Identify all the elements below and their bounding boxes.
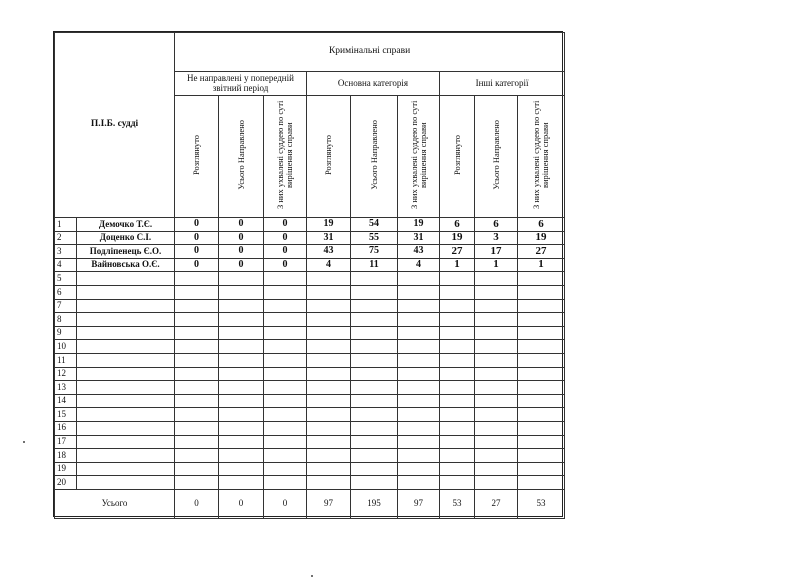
table-row [55,218,565,232]
value-cell: 17 [475,245,518,259]
value-cell [219,462,264,476]
value-cell [264,435,307,449]
value-cell [351,285,398,299]
table-row [55,435,565,449]
value-cell [475,408,518,422]
value-cell [175,367,219,381]
value-cell: 11 [351,258,398,272]
value-cell: 4 [398,258,440,272]
judge-name [77,353,175,367]
row-number: 6 [55,285,77,299]
value-cell: 27 [440,245,475,259]
value-cell [398,462,440,476]
value-cell [398,421,440,435]
value-cell [175,313,219,327]
column-header [440,96,475,218]
value-cell: 43 [307,245,351,259]
total-value: 195 [351,489,398,518]
value-cell [475,313,518,327]
value-cell [264,326,307,340]
table-row [55,231,565,245]
column-header [307,96,351,218]
judge-name [77,313,175,327]
table-row [55,313,565,327]
value-cell [219,449,264,463]
value-cell [398,449,440,463]
column-header [398,96,440,218]
column-header-label: Усього Направлено [490,120,501,191]
column-header-label: З них ухвалені суддею по суті вирішення справи [275,101,294,210]
judge-name [77,462,175,476]
total-value: 0 [264,489,307,518]
column-header [518,96,565,218]
value-cell [351,476,398,490]
value-cell [518,326,565,340]
row-number: 12 [55,367,77,381]
column-header [351,96,398,218]
value-cell [475,462,518,476]
value-cell [307,381,351,395]
value-cell [440,408,475,422]
row-number: 3 [55,245,77,259]
value-cell [518,435,565,449]
value-cell: 0 [219,245,264,259]
scan-speck [23,441,25,443]
row-number: 9 [55,326,77,340]
row-number: 5 [55,272,77,286]
value-cell [264,299,307,313]
value-cell: 6 [475,218,518,232]
value-cell [219,326,264,340]
value-cell [475,285,518,299]
value-cell: 0 [219,218,264,232]
table-row [55,462,565,476]
row-number: 19 [55,462,77,476]
value-cell [307,367,351,381]
value-cell: 0 [175,218,219,232]
row-number: 11 [55,353,77,367]
row-number: 2 [55,231,77,245]
value-cell [264,408,307,422]
value-cell [351,272,398,286]
value-cell: 6 [440,218,475,232]
value-cell [398,285,440,299]
value-cell [175,340,219,354]
value-cell [219,340,264,354]
value-cell [518,272,565,286]
value-cell [264,394,307,408]
value-cell [398,299,440,313]
value-cell [398,394,440,408]
table-row [55,272,565,286]
judge-name: Доценко С.І. [77,231,175,245]
value-cell [175,285,219,299]
value-cell: 19 [398,218,440,232]
value-cell [351,353,398,367]
value-cell [518,394,565,408]
row-number: 4 [55,258,77,272]
table-row [55,285,565,299]
value-cell [307,394,351,408]
column-header-label: З них ухвалені суддею по суті вирішення справи [531,101,551,210]
value-cell [351,367,398,381]
table-row [55,476,565,490]
value-cell [398,340,440,354]
total-row [55,489,565,518]
table-row [55,326,565,340]
total-value: 97 [307,489,351,518]
value-cell [398,367,440,381]
value-cell [475,340,518,354]
value-cell [518,299,565,313]
value-cell: 0 [264,231,307,245]
value-cell [264,421,307,435]
value-cell [307,272,351,286]
column-header [175,96,219,218]
value-cell [351,435,398,449]
judge-name [77,421,175,435]
value-cell [219,394,264,408]
value-cell: 0 [175,231,219,245]
value-cell [518,381,565,395]
table-row [55,299,565,313]
value-cell [307,353,351,367]
value-cell [351,313,398,327]
value-cell: 4 [307,258,351,272]
total-value: 97 [398,489,440,518]
value-cell [219,285,264,299]
value-cell: 19 [518,231,565,245]
total-value: 53 [518,489,565,518]
value-cell: 0 [264,218,307,232]
value-cell [518,353,565,367]
value-cell [307,285,351,299]
judge-name [77,340,175,354]
value-cell [307,313,351,327]
value-cell [264,285,307,299]
row-number: 15 [55,408,77,422]
value-cell [398,476,440,490]
value-cell [264,449,307,463]
value-cell [307,449,351,463]
value-cell [264,340,307,354]
value-cell [307,476,351,490]
value-cell [307,340,351,354]
value-cell [398,353,440,367]
column-header-label: Усього Направлено [235,120,246,191]
judge-name: Подліпенець Є.О. [77,245,175,259]
value-cell: 6 [518,218,565,232]
value-cell: 1 [475,258,518,272]
value-cell [475,476,518,490]
table-row [55,258,565,272]
value-cell [175,449,219,463]
value-cell: 31 [398,231,440,245]
value-cell [518,367,565,381]
value-cell [475,326,518,340]
judge-name [77,299,175,313]
value-cell [440,476,475,490]
judge-name: Вайновська О.Є. [77,258,175,272]
value-cell [440,326,475,340]
value-cell [475,381,518,395]
value-cell [475,367,518,381]
value-cell [518,462,565,476]
total-value: 0 [175,489,219,518]
value-cell [398,381,440,395]
table-row [55,340,565,354]
value-cell [175,326,219,340]
value-cell: 1 [518,258,565,272]
value-cell [351,462,398,476]
value-cell: 0 [175,258,219,272]
value-cell [440,285,475,299]
row-number: 13 [55,381,77,395]
criminal-cases-header: Кримінальні справи [175,33,565,72]
total-value: 0 [219,489,264,518]
value-cell [518,313,565,327]
row-number: 10 [55,340,77,354]
judge-name [77,285,175,299]
value-cell [398,326,440,340]
value-cell [307,326,351,340]
value-cell: 31 [307,231,351,245]
value-cell: 0 [175,245,219,259]
value-cell [307,421,351,435]
value-cell [307,299,351,313]
table-row [55,245,565,259]
value-cell [475,394,518,408]
value-cell [175,435,219,449]
section-header-other-categories: Інші категорії [440,72,565,96]
value-cell [440,435,475,449]
value-cell: 54 [351,218,398,232]
value-cell [475,299,518,313]
value-cell [307,408,351,422]
section-header-main-category: Основна категорія [307,72,440,96]
judge-name [77,449,175,463]
value-cell [175,394,219,408]
value-cell [175,272,219,286]
value-cell [264,272,307,286]
column-header-label: Розглянуто [323,135,334,176]
value-cell [440,381,475,395]
value-cell [398,272,440,286]
judge-name [77,394,175,408]
value-cell [219,299,264,313]
value-cell [351,299,398,313]
value-cell [475,449,518,463]
value-cell [475,353,518,367]
value-cell: 75 [351,245,398,259]
row-number: 7 [55,299,77,313]
value-cell [219,435,264,449]
row-number: 18 [55,449,77,463]
value-cell: 3 [475,231,518,245]
table-row [55,367,565,381]
value-cell [264,353,307,367]
judge-name [77,367,175,381]
value-cell [351,421,398,435]
value-cell [264,462,307,476]
judge-name: Демочко Т.Є. [77,218,175,232]
table-row [55,353,565,367]
value-cell: 19 [440,231,475,245]
value-cell [518,340,565,354]
total-value: 53 [440,489,475,518]
value-cell [475,272,518,286]
value-cell [518,449,565,463]
value-cell: 0 [264,245,307,259]
row-number: 14 [55,394,77,408]
value-cell [264,313,307,327]
total-label: Усього [55,489,175,518]
value-cell: 0 [219,258,264,272]
value-cell: 27 [518,245,565,259]
row-number: 1 [55,218,77,232]
table-row [55,394,565,408]
value-cell: 19 [307,218,351,232]
value-cell [398,435,440,449]
value-cell: 0 [264,258,307,272]
scan-speck [311,575,313,577]
value-cell [175,299,219,313]
column-header-label: Розглянуто [191,135,202,176]
value-cell [398,408,440,422]
value-cell [219,353,264,367]
row-number: 8 [55,313,77,327]
value-cell [264,476,307,490]
row-number: 16 [55,421,77,435]
value-cell: 55 [351,231,398,245]
value-cell [351,340,398,354]
judge-name [77,435,175,449]
section-header-not-sent: Не направлені у попередній звітний період [175,72,307,96]
table-row [55,421,565,435]
value-cell [175,421,219,435]
value-cell [175,381,219,395]
column-header-label: Розглянуто [451,135,462,176]
value-cell: 1 [440,258,475,272]
value-cell [307,462,351,476]
value-cell [175,462,219,476]
judge-name [77,272,175,286]
value-cell [440,272,475,286]
value-cell [351,394,398,408]
row-number: 20 [55,476,77,490]
value-cell [440,313,475,327]
value-cell [351,326,398,340]
value-cell [219,272,264,286]
value-cell [440,462,475,476]
value-cell: 43 [398,245,440,259]
value-cell [440,299,475,313]
value-cell [219,476,264,490]
column-header [219,96,264,218]
judge-name [77,408,175,422]
value-cell [398,313,440,327]
value-cell [475,421,518,435]
value-cell [219,408,264,422]
criminal-cases-table [54,32,565,519]
value-cell [351,381,398,395]
table-row [55,381,565,395]
judge-name [77,476,175,490]
value-cell [175,476,219,490]
value-cell [219,367,264,381]
column-header-label: Усього Направлено [368,120,379,191]
value-cell [175,353,219,367]
value-cell [307,435,351,449]
value-cell [264,367,307,381]
column-header [264,96,307,218]
column-header [475,96,518,218]
value-cell [175,408,219,422]
judge-name [77,326,175,340]
value-cell [351,408,398,422]
value-cell [351,449,398,463]
value-cell [518,285,565,299]
table-row [55,408,565,422]
value-cell [440,367,475,381]
value-cell [219,421,264,435]
row-number: 17 [55,435,77,449]
judge-name [77,381,175,395]
value-cell [440,394,475,408]
value-cell: 0 [219,231,264,245]
value-cell [440,340,475,354]
value-cell [219,313,264,327]
value-cell [440,449,475,463]
column-header-label: З них ухвалені суддею по суті вирішення справи [408,101,428,210]
value-cell [219,381,264,395]
table-row [55,449,565,463]
value-cell [440,421,475,435]
value-cell [264,381,307,395]
report-sheet [53,31,563,517]
value-cell [518,421,565,435]
judge-name-header: П.І.Б. судді [55,33,175,218]
total-value: 27 [475,489,518,518]
value-cell [518,476,565,490]
value-cell [518,408,565,422]
value-cell [475,435,518,449]
value-cell [440,353,475,367]
